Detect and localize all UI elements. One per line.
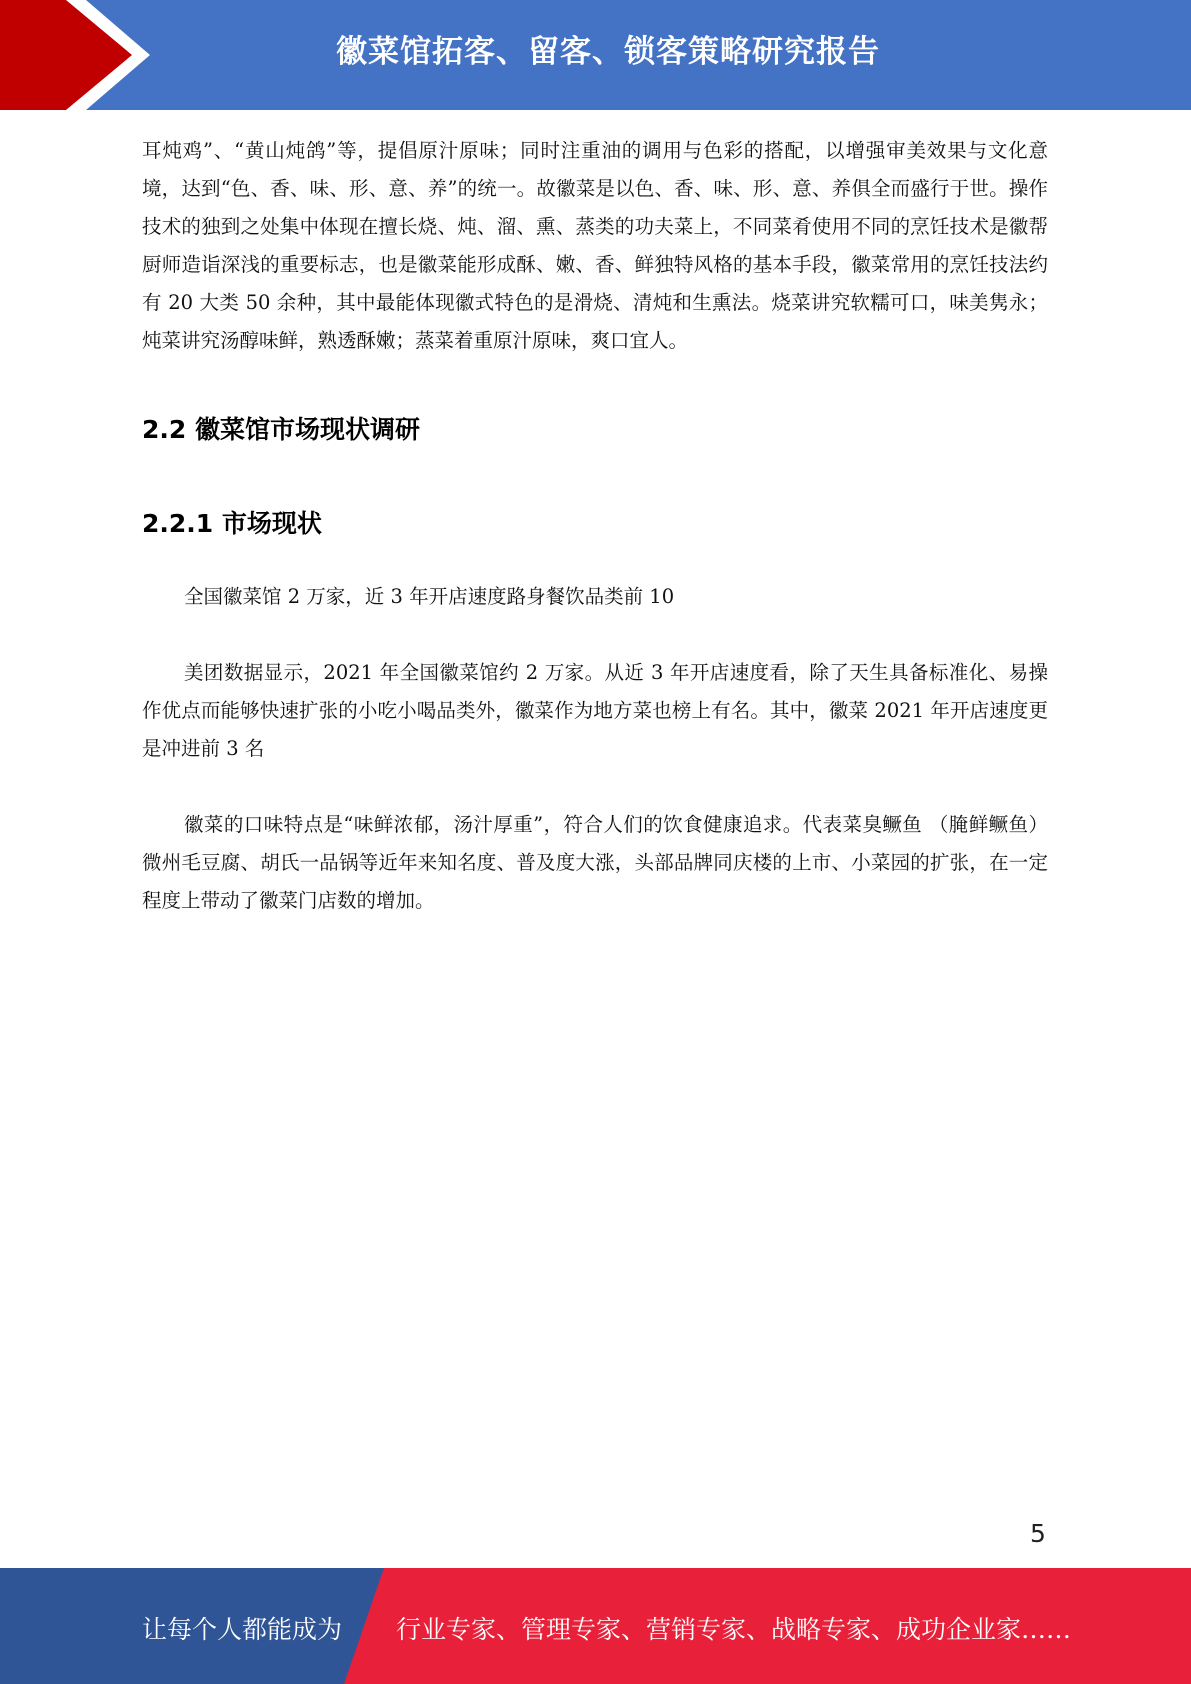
- footer-slogan-left: 让每个人都能成为: [142, 1615, 343, 1644]
- section-heading: 2.2 徽菜馆市场现状调研: [142, 415, 420, 444]
- header-title: 徽菜馆拓客、留客、锁客策略研究报告: [336, 34, 880, 70]
- paragraph-3: 徽菜的口味特点是“味鲜浓郁，汤汁厚重”，符合人们的饮食健康追求。代表菜臭鳜鱼 （腌鲜鳜鱼）微州毛豆腐、胡氏一品锅等近年来知名度、普及度大涨，头部品牌同庆楼的上市、小菜园的扩张，在一定程度上带动了徽菜门店数的增加。: [142, 813, 1048, 912]
- paragraph-1: 全国徽菜馆 2 万家，近 3 年开店速度路身餐饮品类前 10: [184, 585, 675, 608]
- subsection-heading: 2.2.1 市场现状: [142, 509, 322, 538]
- document-body: [142, 132, 1048, 920]
- page-header: [0, 0, 1191, 110]
- footer-slogan-right: 行业专家、管理专家、营销专家、战略专家、成功企业家……: [396, 1615, 1072, 1644]
- page-number: 5: [1030, 1519, 1046, 1548]
- intro-paragraph: 耳炖鸡”、“黄山炖鸽”等，提倡原汁原味；同时注重油的调用与色彩的搭配，以增强审美效果与文化意境，达到“色、香、味、形、意、养”的统一。故徽菜是以色、香、味、形、意、养俱全而盛行于世。操作技术的独到之处集中体现在擅长烧、炖、溜、熏、蒸类的功夫菜上，不同菜肴使用不同的烹饪技术是徽帮厨师造诣深浅的重要标志，也是徽菜能形成酥、嫩、香、鲜独特风格的基本手段，徽菜常用的烹饪技法约有 20 大类 50 余种，其中最能体现徽式特色的是滑烧、清炖和生熏法。烧菜讲究软糯可口，味美隽永；炖菜讲究汤醇味鲜，熟透酥嫩；蒸菜着重原汁原味，爽口宜人。: [142, 139, 1048, 352]
- paragraph-2: 美团数据显示，2021 年全国徽菜馆约 2 万家。从近 3 年开店速度看，除了天生具备标准化、易操作优点而能够快速扩张的小吃小喝品类外，徽菜作为地方菜也榜上有名。其中，徽菜 2021 年开店速度更是冲进前 3 名: [142, 661, 1048, 760]
- page-footer: [0, 1568, 1191, 1684]
